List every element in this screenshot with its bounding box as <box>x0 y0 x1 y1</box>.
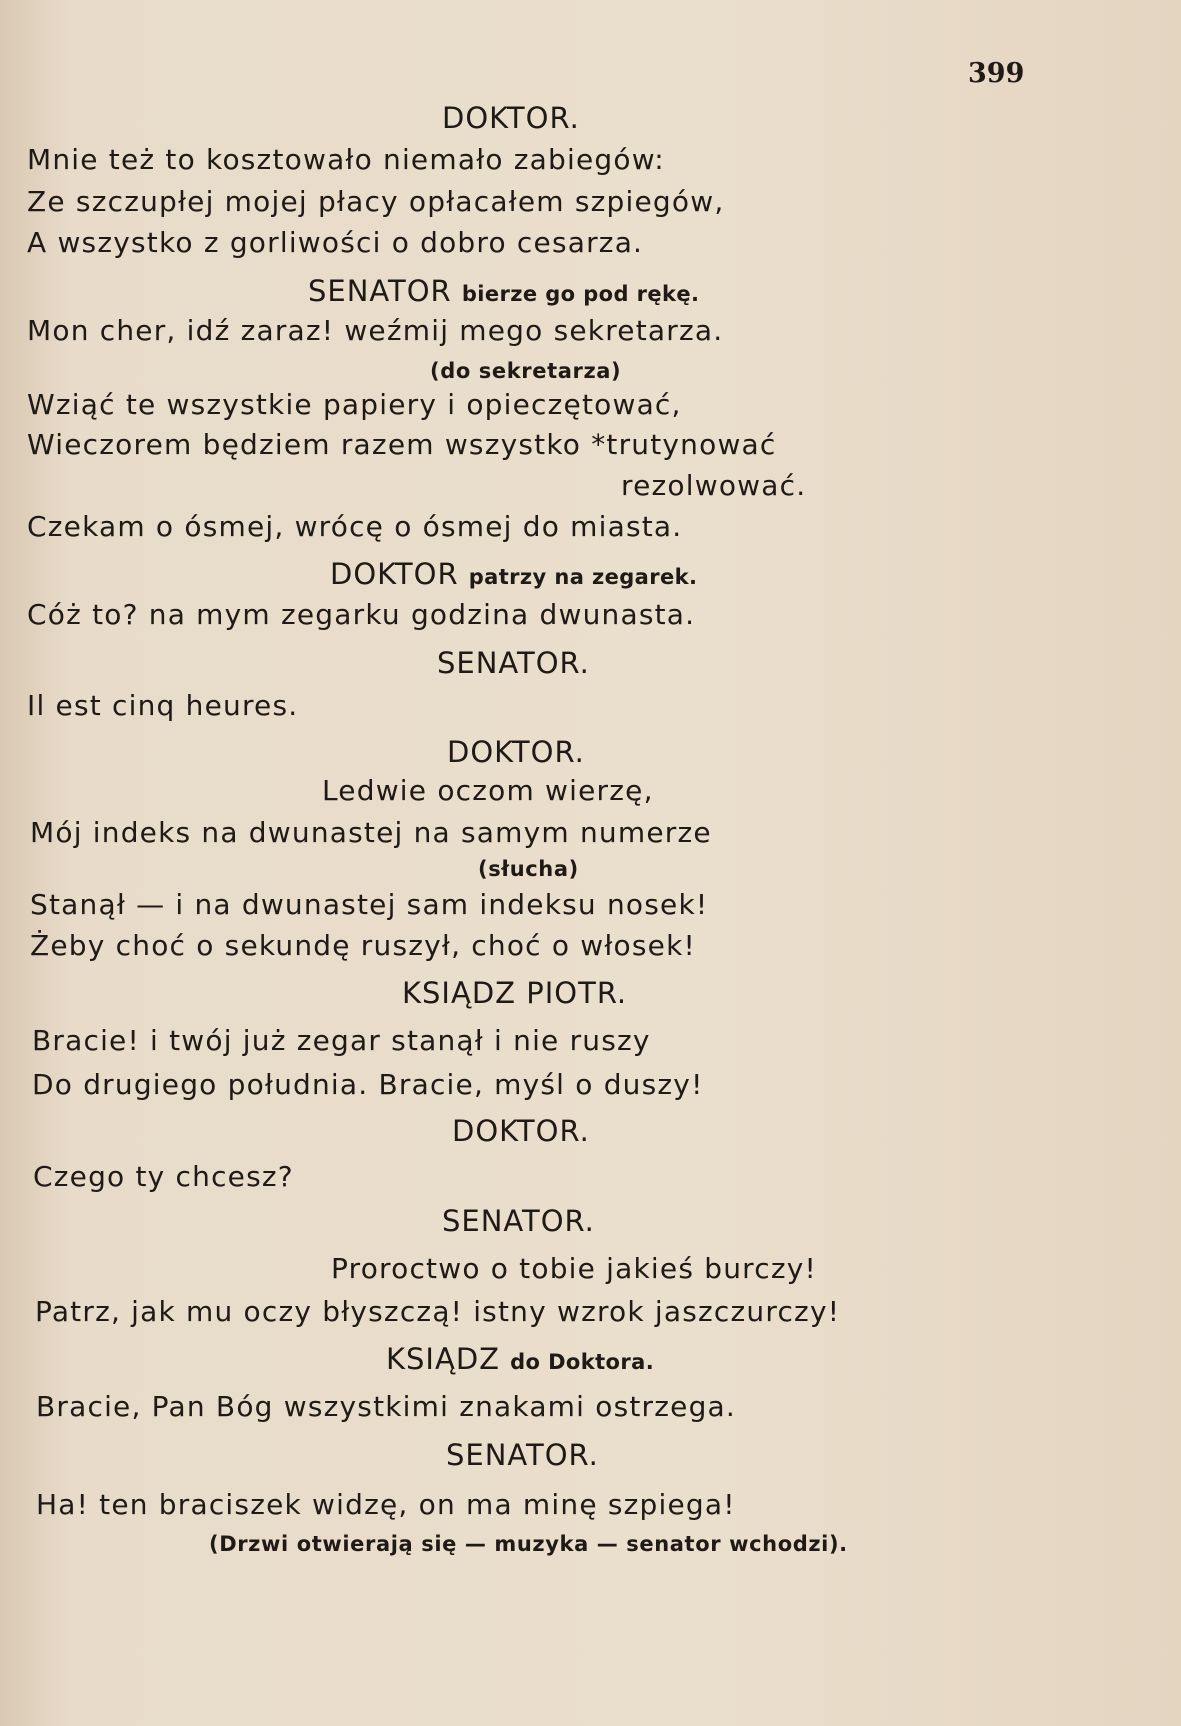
speaker-senator: SENATOR. <box>437 646 590 680</box>
speaker-with-direction <box>386 1342 655 1376</box>
verse-line: Czego ty chcesz? <box>33 1160 294 1193</box>
verse-line: Il est cinq heures. <box>27 689 299 722</box>
speaker-doktor: DOKTOR. <box>452 1114 590 1148</box>
speaker-doktor: DOKTOR. <box>447 735 585 769</box>
verse-line: Proroctwo o tobie jakieś burczy! <box>331 1252 817 1285</box>
verse-line: Wziąć te wszystkie papiery i opieczętować, <box>27 388 682 421</box>
verse-line: Bracie! i twój już zegar stanął i nie ruszy <box>32 1024 651 1057</box>
page-number: 399 <box>968 58 1025 89</box>
speaker-senator: SENATOR. <box>446 1438 599 1472</box>
speaker-senator: SENATOR <box>308 274 452 308</box>
speaker-with-direction <box>308 274 700 308</box>
speaker-with-direction <box>330 557 698 591</box>
verse-line: Ha! ten braciszek widzę, on ma minę szpiega! <box>36 1488 736 1521</box>
stage-direction: (Drzwi otwierają się — muzyka — senator wchodzi). <box>209 1532 848 1556</box>
verse-line: A wszystko z gorliwości o dobro cesarza. <box>27 226 644 259</box>
stage-direction: do Doktora. <box>510 1350 655 1374</box>
verse-line: Czekam o ósmej, wrócę o ósmej do miasta. <box>27 510 683 543</box>
speaker-ksiadz-piotr: KSIĄDZ PIOTR. <box>402 976 628 1010</box>
verse-line: Mój indeks na dwunastej na samym numerze <box>30 816 712 849</box>
verse-line: Cóż to? na mym zegarku godzina dwunasta. <box>27 598 696 631</box>
stage-direction: bierze go pod rękę. <box>461 282 700 306</box>
verse-line: Mon cher, idź zaraz! weźmij mego sekretarza. <box>27 314 724 347</box>
verse-line: Ze szczupłej mojej płacy opłacałem szpiegów, <box>27 185 725 218</box>
verse-line: Bracie, Pan Bóg wszystkimi znakami ostrzega. <box>36 1390 736 1423</box>
speaker-doktor: DOKTOR. <box>442 101 580 135</box>
verse-line: Ledwie oczom wierzę, <box>322 774 654 807</box>
verse-line: Stanął — i na dwunastej sam indeksu nosek! <box>30 888 709 921</box>
verse-line: Żeby choć o sekundę ruszył, choć o włosek! <box>30 929 696 962</box>
verse-line-footnote: rezolwować. <box>621 469 807 502</box>
stage-direction: patrzy na zegarek. <box>468 565 698 589</box>
stage-direction: (do sekretarza) <box>430 359 622 383</box>
stage-direction: (słucha) <box>478 857 579 881</box>
speaker-senator: SENATOR. <box>442 1204 595 1238</box>
verse-line: Patrz, jak mu oczy błyszczą! istny wzrok jaszczurczy! <box>35 1295 841 1328</box>
verse-line: Wieczorem będziem razem wszystko *trutynować <box>27 428 777 461</box>
speaker-doktor: DOKTOR <box>330 557 459 591</box>
verse-line: Do drugiego południa. Bracie, myśl o duszy! <box>32 1068 704 1101</box>
verse-line: Mnie też to kosztowało niemało zabiegów: <box>27 143 665 176</box>
speaker-ksiadz: KSIĄDZ <box>386 1342 501 1376</box>
